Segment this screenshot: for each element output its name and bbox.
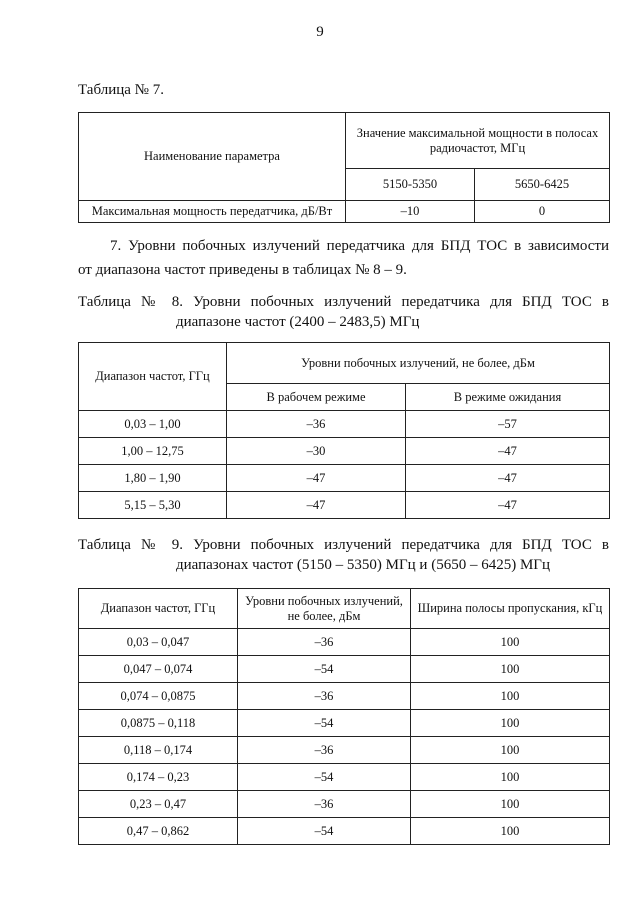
table-row <box>79 438 610 465</box>
table9-caption-line-2: диапазонах частот (5150 – 5350) МГц и (5650 – 6425) МГц <box>176 557 550 573</box>
table-cell: 0,03 – 0,047 <box>79 629 238 656</box>
table-cell: –36 <box>238 629 411 656</box>
table-row <box>79 629 610 656</box>
header-work-mode: В рабочем режиме <box>227 384 406 411</box>
table-cell: 0,174 – 0,23 <box>79 764 238 791</box>
cell-value: –10 <box>346 201 475 223</box>
table-row <box>79 737 610 764</box>
table-row <box>79 465 610 492</box>
header-standby-mode: В режиме ожидания <box>406 384 610 411</box>
table-cell: –54 <box>238 818 411 845</box>
table-cell: 100 <box>411 629 610 656</box>
table-cell: 0,047 – 0,074 <box>79 656 238 683</box>
paragraph-line-2: от диапазона частот приведены в таблицах № 8 – 9. <box>78 262 407 278</box>
table-cell: 100 <box>411 764 610 791</box>
table7-caption: Таблица № 7. <box>78 82 164 98</box>
table-cell: –36 <box>238 737 411 764</box>
table-cell: 0,23 – 0,47 <box>79 791 238 818</box>
page-number: 9 <box>316 24 324 40</box>
cell-param: Максимальная мощность передатчика, дБ/Вт <box>79 201 346 223</box>
table-cell: 100 <box>411 656 610 683</box>
table-cell: –54 <box>238 764 411 791</box>
table-cell: 100 <box>411 818 610 845</box>
table-row <box>79 791 610 818</box>
table-cell: 100 <box>411 791 610 818</box>
table8-caption-line-1: Таблица № 8. Уровни побочных излучений передатчика для БПД ТОС в <box>78 294 609 310</box>
table-cell: –47 <box>406 492 610 519</box>
table-row <box>79 492 610 519</box>
header-range: Диапазон частот, ГГц <box>79 589 238 629</box>
header-param: Наименование параметра <box>79 113 346 201</box>
header-band: 5150-5350 <box>346 169 475 201</box>
header-bandwidth: Ширина полосы пропускания, кГц <box>411 589 610 629</box>
table-cell: 0,03 – 1,00 <box>79 411 227 438</box>
table-7 <box>78 112 610 223</box>
header-range: Диапазон частот, ГГц <box>79 343 227 411</box>
header-band: 5650-6425 <box>475 169 610 201</box>
table9-caption-line-1: Таблица № 9. Уровни побочных излучений передатчика для БПД ТОС в <box>78 537 609 553</box>
table-cell: –47 <box>406 438 610 465</box>
header-levels: Уровни побочных излучений, не более, дБм <box>227 343 610 384</box>
table-row <box>79 818 610 845</box>
table-cell: –57 <box>406 411 610 438</box>
table-8 <box>78 342 610 519</box>
table-cell: 100 <box>411 710 610 737</box>
table-cell: –54 <box>238 710 411 737</box>
table-row <box>79 411 610 438</box>
table-9 <box>78 588 610 845</box>
table-row <box>79 656 610 683</box>
table-cell: 0,47 – 0,862 <box>79 818 238 845</box>
table-cell: 5,15 – 5,30 <box>79 492 227 519</box>
table-cell: 1,00 – 12,75 <box>79 438 227 465</box>
table-cell: –36 <box>238 791 411 818</box>
table-cell: –36 <box>227 411 406 438</box>
table8-caption-line-2: диапазоне частот (2400 – 2483,5) МГц <box>176 314 420 330</box>
table-row <box>79 710 610 737</box>
table-cell: –47 <box>227 465 406 492</box>
table-cell: 100 <box>411 683 610 710</box>
table-cell: 1,80 – 1,90 <box>79 465 227 492</box>
table-cell: 0,0875 – 0,118 <box>79 710 238 737</box>
header-levels: Уровни побочных излучений, не более, дБм <box>238 589 411 629</box>
table-cell: –30 <box>227 438 406 465</box>
paragraph-line-1: 7. Уровни побочных излучений передатчика для БПД ТОС в зависимости <box>110 238 609 254</box>
table-cell: –47 <box>227 492 406 519</box>
table-cell: –54 <box>238 656 411 683</box>
table-cell: 0,118 – 0,174 <box>79 737 238 764</box>
header-max-power: Значение максимальной мощности в полосах радиочастот, МГц <box>346 113 610 169</box>
table-row <box>79 764 610 791</box>
table-row <box>79 683 610 710</box>
table-cell: –47 <box>406 465 610 492</box>
table-cell: –36 <box>238 683 411 710</box>
table-cell: 100 <box>411 737 610 764</box>
table-cell: 0,074 – 0,0875 <box>79 683 238 710</box>
cell-value: 0 <box>475 201 610 223</box>
